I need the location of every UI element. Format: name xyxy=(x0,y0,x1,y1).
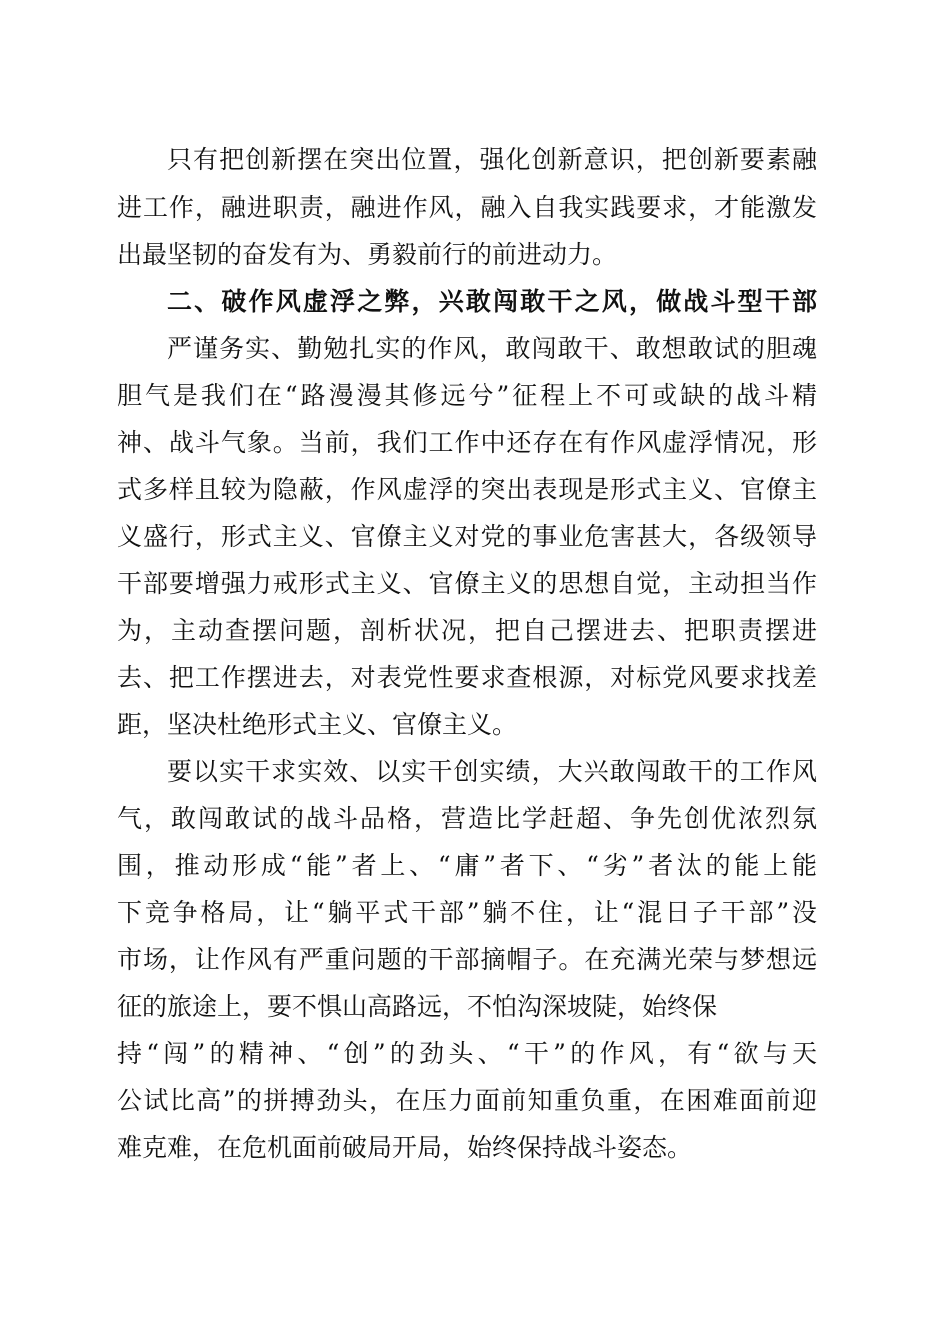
paragraph-3-line-7: 持“闯”的精神、“创”的劲头、“干”的作风，有“欲与天 xyxy=(117,1039,817,1068)
paragraph-1-line-2: 进工作，融进职责，融进作风，融入自我实践要求，才能激发 xyxy=(117,193,817,222)
paragraph-1-line-3: 出最坚韧的奋发有为、勇毅前行的前进动力。 xyxy=(117,240,618,269)
paragraph-1-line-1: 只有把创新摆在突出位置，强化创新意识，把创新要素融 xyxy=(167,145,817,174)
paragraph-2-line-4: 式多样且较为隐蔽，作风虚浮的突出表现是形式主义、官僚主 xyxy=(117,475,817,504)
paragraph-2-line-9: 距，坚决杜绝形式主义、官僚主义。 xyxy=(117,710,518,739)
paragraph-3-line-5: 市场，让作风有严重问题的干部摘帽子。在充满光荣与梦想远 xyxy=(117,945,817,974)
paragraph-2-line-8: 去、把工作摆进去，对表党性要求查根源，对标党风要求找差 xyxy=(117,663,817,692)
paragraph-3-line-9: 难克难，在危机面前破局开局，始终保持战斗姿态。 xyxy=(117,1133,693,1162)
paragraph-2-line-6: 干部要增强力戒形式主义、官僚主义的思想自觉，主动担当作 xyxy=(117,569,817,598)
paragraph-3-line-6: 征的旅途上，要不惧山高路远，不怕沟深坡陡，始终保 xyxy=(117,992,718,1021)
paragraph-2-line-7: 为，主动查摆问题，剖析状况，把自己摆进去、把职责摆进 xyxy=(117,616,817,645)
paragraph-3-line-4: 下竞争格局，让“躺平式干部”躺不住，让“混日子干部”没 xyxy=(117,898,817,927)
paragraph-2-line-5: 义盛行，形式主义、官僚主义对党的事业危害甚大，各级领导 xyxy=(117,522,817,551)
paragraph-3-line-2: 气，敢闯敢试的战斗品格，营造比学赶超、争先创优浓烈氛 xyxy=(117,804,817,833)
section-heading-2: 二、破作风虚浮之弊，兴敢闯敢干之风，做战斗型干部 xyxy=(167,287,817,316)
paragraph-3-line-3: 围，推动形成“能”者上、“庸”者下、“劣”者汰的能上能 xyxy=(117,851,817,880)
paragraph-3-line-1: 要以实干求实效、以实干创实绩，大兴敢闯敢干的工作风 xyxy=(167,757,817,786)
paragraph-2-line-1: 严谨务实、勤勉扎实的作风，敢闯敢干、敢想敢试的胆魂 xyxy=(167,334,817,363)
paragraph-2-line-3: 神、战斗气象。当前，我们工作中还存在有作风虚浮情况，形 xyxy=(117,428,817,457)
paragraph-2-line-2: 胆气是我们在“路漫漫其修远兮”征程上不可或缺的战斗精 xyxy=(117,381,817,410)
paragraph-3-line-8: 公试比高”的拼搏劲头，在压力面前知重负重，在困难面前迎 xyxy=(117,1086,817,1115)
